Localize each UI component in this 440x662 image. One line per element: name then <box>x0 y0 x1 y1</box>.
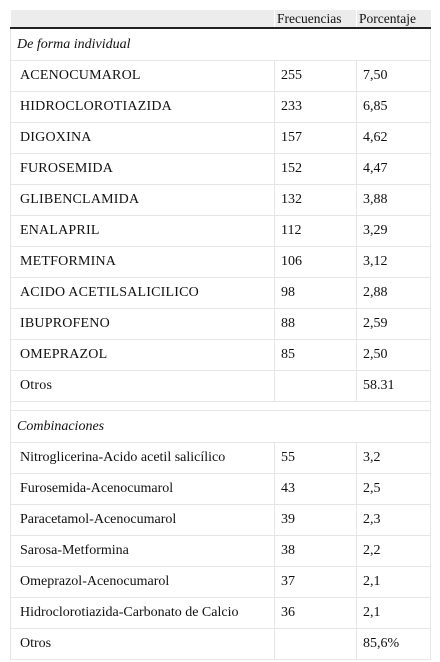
percentage-cell: 85,6% <box>357 629 431 660</box>
table-row <box>11 340 431 371</box>
header-percentage: Porcentaje <box>357 10 431 28</box>
drug-name-cell: Nitroglicerina-Acido acetil salicílico <box>11 443 275 474</box>
table-row <box>11 443 431 474</box>
drug-name-cell: FUROSEMIDA <box>11 154 275 185</box>
percentage-cell: 3,12 <box>357 247 431 278</box>
table-row <box>11 505 431 536</box>
percentage-cell: 3,29 <box>357 216 431 247</box>
table-row <box>11 309 431 340</box>
drug-name-cell: HIDROCLOROTIAZIDA <box>11 92 275 123</box>
drug-name-cell: IBUPROFENO <box>11 309 275 340</box>
section-header-row <box>11 28 431 61</box>
percentage-cell: 2,3 <box>357 505 431 536</box>
percentage-cell: 7,50 <box>357 61 431 92</box>
drug-name-cell: Omeprazol-Acenocumarol <box>11 567 275 598</box>
frequency-cell: 255 <box>275 61 357 92</box>
frequency-cell: 36 <box>275 598 357 629</box>
drug-name-cell: DIGOXINA <box>11 123 275 154</box>
percentage-cell: 4,47 <box>357 154 431 185</box>
header-drug <box>11 10 275 28</box>
percentage-cell: 2,59 <box>357 309 431 340</box>
frequency-cell <box>275 371 357 402</box>
drug-name-cell: Paracetamol-Acenocumarol <box>11 505 275 536</box>
drug-frequency-table-container <box>10 10 430 660</box>
frequency-cell: 98 <box>275 278 357 309</box>
percentage-cell: 4,62 <box>357 123 431 154</box>
section-title: De forma individual <box>11 28 431 61</box>
percentage-cell: 2,2 <box>357 536 431 567</box>
table-body <box>11 28 431 660</box>
percentage-cell: 58.31 <box>357 371 431 402</box>
drug-frequency-table <box>10 10 431 660</box>
percentage-cell: 3,2 <box>357 443 431 474</box>
table-row <box>11 371 431 402</box>
frequency-cell: 157 <box>275 123 357 154</box>
section-header-row <box>11 411 431 443</box>
frequency-cell: 43 <box>275 474 357 505</box>
frequency-cell: 38 <box>275 536 357 567</box>
table-row <box>11 629 431 660</box>
table-row <box>11 278 431 309</box>
table-row <box>11 185 431 216</box>
drug-name-cell: METFORMINA <box>11 247 275 278</box>
frequency-cell: 106 <box>275 247 357 278</box>
drug-name-cell: ENALAPRIL <box>11 216 275 247</box>
table-row <box>11 247 431 278</box>
drug-name-cell: Hidroclorotiazida-Carbonato de Calcio <box>11 598 275 629</box>
frequency-cell: 55 <box>275 443 357 474</box>
percentage-cell: 2,5 <box>357 474 431 505</box>
table-row <box>11 216 431 247</box>
spacer-cell <box>11 402 431 411</box>
frequency-cell: 88 <box>275 309 357 340</box>
section-spacer <box>11 402 431 411</box>
percentage-cell: 6,85 <box>357 92 431 123</box>
frequency-cell <box>275 629 357 660</box>
table-row <box>11 123 431 154</box>
table-row <box>11 154 431 185</box>
table-header-row <box>11 10 431 28</box>
frequency-cell: 132 <box>275 185 357 216</box>
table-row <box>11 61 431 92</box>
frequency-cell: 112 <box>275 216 357 247</box>
frequency-cell: 233 <box>275 92 357 123</box>
table-row <box>11 92 431 123</box>
drug-name-cell: ACENOCUMAROL <box>11 61 275 92</box>
table-row <box>11 567 431 598</box>
percentage-cell: 2,1 <box>357 598 431 629</box>
drug-name-cell: Otros <box>11 371 275 402</box>
section-title: Combinaciones <box>11 411 431 443</box>
percentage-cell: 2,50 <box>357 340 431 371</box>
frequency-cell: 39 <box>275 505 357 536</box>
percentage-cell: 2,88 <box>357 278 431 309</box>
drug-name-cell: OMEPRAZOL <box>11 340 275 371</box>
drug-name-cell: Otros <box>11 629 275 660</box>
percentage-cell: 3,88 <box>357 185 431 216</box>
drug-name-cell: GLIBENCLAMIDA <box>11 185 275 216</box>
drug-name-cell: Sarosa-Metformina <box>11 536 275 567</box>
drug-name-cell: ACIDO ACETILSALICILICO <box>11 278 275 309</box>
header-frequency: Frecuencias <box>275 10 357 28</box>
drug-name-cell: Furosemida-Acenocumarol <box>11 474 275 505</box>
percentage-cell: 2,1 <box>357 567 431 598</box>
table-row <box>11 598 431 629</box>
table-row <box>11 536 431 567</box>
frequency-cell: 37 <box>275 567 357 598</box>
frequency-cell: 85 <box>275 340 357 371</box>
frequency-cell: 152 <box>275 154 357 185</box>
table-row <box>11 474 431 505</box>
